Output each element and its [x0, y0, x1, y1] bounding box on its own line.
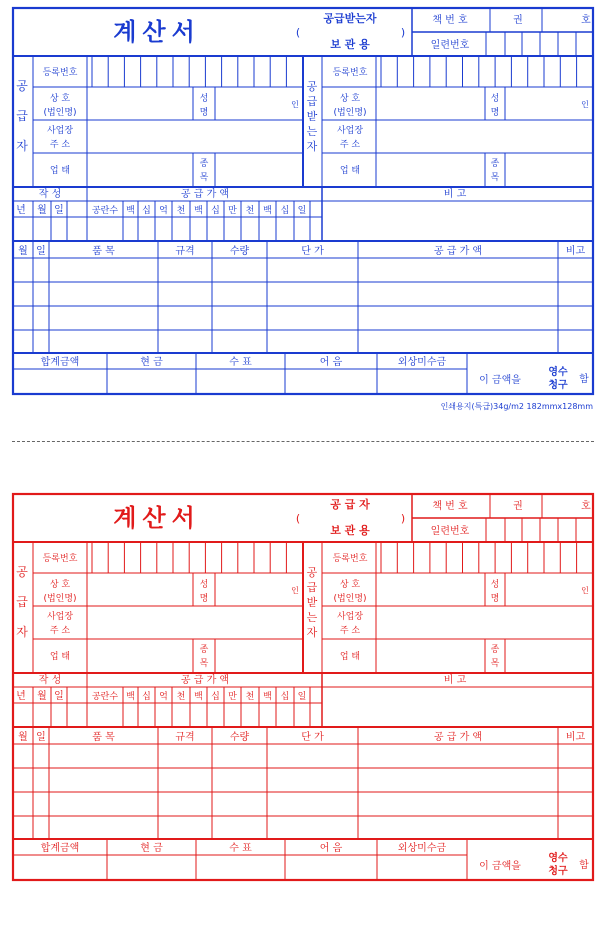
total-header-2: 수 표 — [229, 843, 252, 854]
buyer-reg-no-label: 등록번호 — [332, 554, 368, 564]
amount-header: 공 급 가 액 — [180, 675, 230, 686]
buyer-company-label-1: 상 호 — [339, 580, 361, 590]
paper-spec-note: 인쇄용지(특급)34g/m2 182mmx128mm — [440, 402, 593, 411]
digit-col-4: 백 — [194, 692, 203, 702]
buyer-seal: 인 — [581, 100, 589, 109]
buyer-reg-no-label: 등록번호 — [332, 68, 368, 78]
supplier-name-label-1: 성 — [199, 580, 209, 590]
copy-type-line2: 보 관 용 — [330, 524, 370, 537]
amount-header: 공 급 가 액 — [180, 189, 230, 200]
serial-number-label: 일련번호 — [430, 526, 470, 537]
blue-invoice-form — [0, 0, 604, 445]
supplier-biz-type-label: 업 태 — [49, 166, 71, 176]
digit-col-2: 억 — [159, 692, 168, 702]
buyer-biz-type-label: 업 태 — [339, 652, 361, 662]
total-header-0: 합계금액 — [40, 357, 80, 368]
item-header-1: 일 — [36, 246, 46, 257]
digit-col-7: 천 — [245, 206, 255, 216]
buyer-name-label-1: 성 — [490, 94, 500, 104]
receipt-suffix: 함 — [579, 374, 589, 385]
receipt-option-1: 영수 — [548, 367, 568, 378]
digit-col-5: 십 — [211, 692, 220, 702]
digit-col-4: 백 — [194, 206, 203, 216]
total-header-1: 현 금 — [140, 357, 163, 368]
buyer-biz-item-label-2: 목 — [490, 659, 500, 669]
number-unit: 호 — [581, 15, 591, 26]
supplier-label: 공 급 자 — [16, 565, 28, 639]
receipt-option-1: 영수 — [548, 853, 568, 864]
supplier-address-label-2: 주 소 — [49, 626, 71, 636]
supplier-address-label-1: 사업장 — [46, 126, 74, 136]
volume-unit: 권 — [513, 15, 523, 26]
buyer-company-label-1: 상 호 — [339, 94, 361, 104]
total-header-0: 합계금액 — [40, 843, 80, 854]
supplier-company-label-2: (법인명) — [43, 594, 77, 604]
total-header-2: 수 표 — [229, 357, 252, 368]
book-number-label: 책 번 호 — [432, 15, 468, 26]
supplier-company-label-1: 상 호 — [49, 94, 71, 104]
book-number-label: 책 번 호 — [432, 501, 468, 512]
date-col-2: 일 — [54, 205, 64, 216]
form-title: 계산서 — [113, 18, 201, 46]
date-col-1: 월 — [37, 205, 47, 216]
paren-close: ) — [400, 26, 406, 39]
buyer-company-label-2: (법인명) — [333, 594, 367, 604]
date-header: 작 성 — [38, 675, 62, 686]
date-col-0: 년 — [16, 691, 26, 702]
item-header-3: 규격 — [175, 246, 195, 257]
form-title: 계산서 — [113, 504, 201, 532]
supplier-reg-no-label: 등록번호 — [42, 554, 78, 564]
paren-close: ) — [400, 512, 406, 525]
receipt-option-2: 청구 — [548, 380, 568, 391]
digit-col-8: 백 — [263, 692, 272, 702]
date-col-0: 년 — [16, 205, 26, 216]
digit-col-10: 일 — [297, 206, 307, 216]
digit-col-0: 백 — [126, 206, 135, 216]
item-header-6: 공 급 가 액 — [433, 246, 483, 257]
item-header-0: 월 — [18, 246, 28, 257]
digit-col-3: 천 — [176, 206, 186, 216]
receipt-option-2: 청구 — [548, 866, 568, 877]
supplier-address-label-2: 주 소 — [49, 140, 71, 150]
supplier-label: 공 급 자 — [16, 79, 28, 153]
buyer-address-label-1: 사업장 — [336, 612, 364, 622]
date-col-2: 일 — [54, 691, 64, 702]
item-header-0: 월 — [18, 732, 28, 743]
item-header-1: 일 — [36, 732, 46, 743]
supplier-seal: 인 — [291, 586, 299, 595]
buyer-address-label-2: 주 소 — [339, 626, 361, 636]
supplier-biz-item-label-1: 종 — [199, 159, 209, 169]
buyer-name-label-1: 성 — [490, 580, 500, 590]
receipt-suffix: 함 — [579, 860, 589, 871]
total-header-1: 현 금 — [140, 843, 163, 854]
remark-header: 비 고 — [443, 675, 467, 686]
digit-col-9: 십 — [280, 206, 290, 216]
item-header-3: 규격 — [175, 732, 195, 743]
supplier-address-label-1: 사업장 — [46, 612, 74, 622]
copy-type-line1: 공 급 자 — [330, 498, 370, 511]
digit-col-10: 일 — [297, 692, 307, 702]
supplier-biz-type-label: 업 태 — [49, 652, 71, 662]
item-header-5: 단 가 — [301, 246, 324, 257]
item-header-5: 단 가 — [301, 732, 324, 743]
item-header-4: 수량 — [229, 732, 250, 743]
item-header-2: 품 목 — [92, 246, 115, 257]
supplier-seal: 인 — [291, 100, 299, 109]
supplier-reg-no-label: 등록번호 — [42, 68, 78, 78]
digit-col-1: 십 — [142, 692, 151, 702]
supplier-biz-item-label-2: 목 — [199, 173, 209, 183]
digit-col-1: 십 — [142, 206, 151, 216]
buyer-biz-type-label: 업 태 — [339, 166, 361, 176]
item-header-6: 공 급 가 액 — [433, 732, 483, 743]
supplier-biz-item-label-1: 종 — [199, 645, 209, 655]
buyer-name-label-2: 명 — [490, 108, 500, 118]
blank-count-label: 공란수 — [91, 206, 119, 216]
volume-unit: 권 — [513, 501, 523, 512]
supplier-name-label-2: 명 — [199, 594, 209, 604]
item-header-2: 품 목 — [92, 732, 115, 743]
buyer-seal: 인 — [581, 586, 589, 595]
digit-col-0: 백 — [126, 692, 135, 702]
receipt-prefix: 이 금액을 — [479, 375, 521, 386]
remark-header: 비 고 — [443, 189, 467, 200]
digit-col-2: 억 — [159, 206, 168, 216]
digit-col-8: 백 — [263, 206, 272, 216]
buyer-address-label-1: 사업장 — [336, 126, 364, 136]
digit-col-6: 만 — [228, 206, 237, 216]
item-header-7: 비고 — [565, 732, 586, 743]
supplier-biz-item-label-2: 목 — [199, 659, 209, 669]
copy-type-line2: 보 관 용 — [330, 38, 370, 51]
supplier-name-label-1: 성 — [199, 94, 209, 104]
digit-col-6: 만 — [228, 692, 237, 702]
buyer-biz-item-label-1: 종 — [490, 159, 500, 169]
red-invoice-form — [0, 486, 604, 931]
total-header-4: 외상미수금 — [397, 357, 447, 368]
total-header-3: 어 음 — [319, 843, 343, 854]
date-col-1: 월 — [37, 691, 47, 702]
paren-open: ( — [295, 26, 301, 39]
digit-col-9: 십 — [280, 692, 290, 702]
buyer-label: 공 급 받 는 자 — [306, 566, 318, 639]
buyer-name-label-2: 명 — [490, 594, 500, 604]
total-header-3: 어 음 — [319, 357, 343, 368]
buyer-label: 공 급 받 는 자 — [306, 80, 318, 153]
supplier-company-label-1: 상 호 — [49, 580, 71, 590]
total-header-4: 외상미수금 — [397, 843, 447, 854]
date-header: 작 성 — [38, 189, 62, 200]
digit-col-5: 십 — [211, 206, 220, 216]
supplier-name-label-2: 명 — [199, 108, 209, 118]
buyer-address-label-2: 주 소 — [339, 140, 361, 150]
paren-open: ( — [295, 512, 301, 525]
receipt-prefix: 이 금액을 — [479, 861, 521, 872]
supplier-company-label-2: (법인명) — [43, 108, 77, 118]
buyer-company-label-2: (법인명) — [333, 108, 367, 118]
buyer-biz-item-label-1: 종 — [490, 645, 500, 655]
digit-col-7: 천 — [245, 692, 255, 702]
copy-type-line1: 공급받는자 — [323, 12, 377, 25]
blank-count-label: 공란수 — [91, 692, 119, 702]
digit-col-3: 천 — [176, 692, 186, 702]
serial-number-label: 일련번호 — [430, 40, 470, 51]
number-unit: 호 — [581, 501, 591, 512]
item-header-4: 수량 — [229, 246, 250, 257]
item-header-7: 비고 — [565, 246, 586, 257]
buyer-biz-item-label-2: 목 — [490, 173, 500, 183]
